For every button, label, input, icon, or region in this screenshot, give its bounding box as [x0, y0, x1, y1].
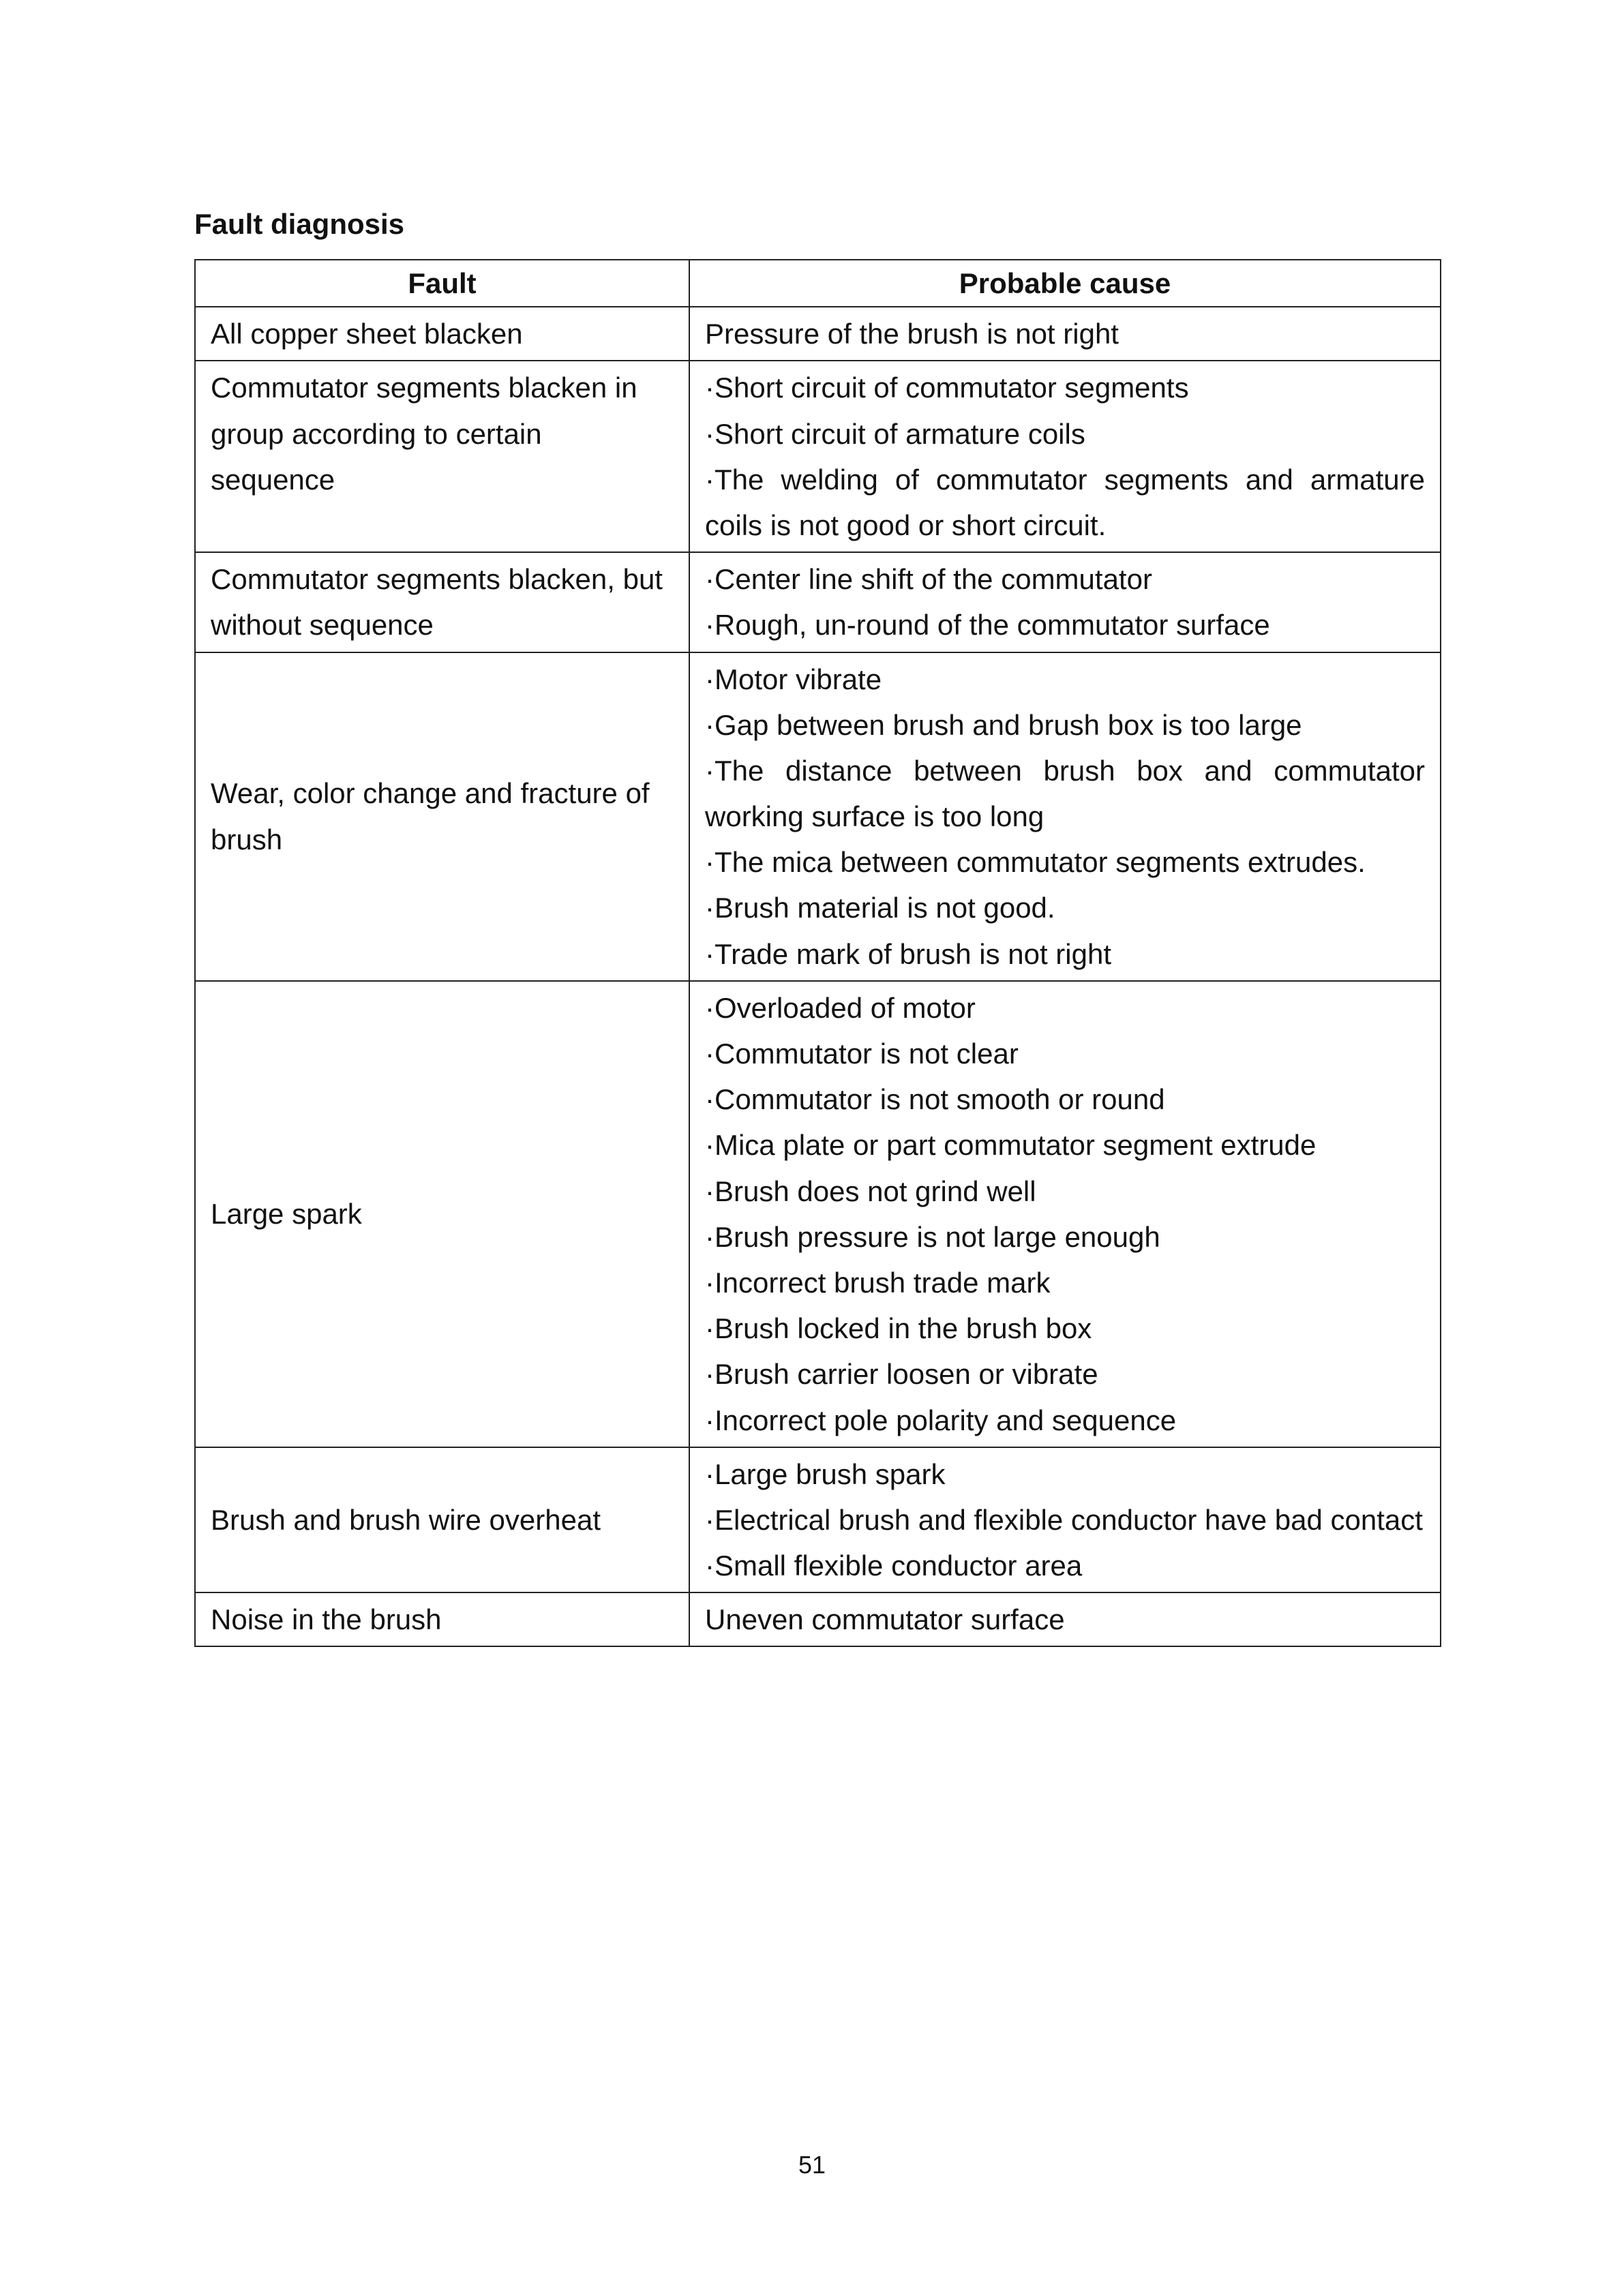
cause-item: ·Rough, un-round of the commutator surface: [705, 609, 1270, 641]
cause-item: ·Incorrect brush trade mark: [705, 1266, 1051, 1299]
fault-cell: Noise in the brush: [195, 1592, 689, 1646]
cause-cell: [689, 307, 1441, 361]
fault-cell: Commutator segments blacken, but without sequence: [195, 552, 689, 652]
cause-item: ·Brush locked in the brush box: [705, 1312, 1092, 1345]
table-row: [195, 307, 1441, 361]
table-header-row: [195, 260, 1441, 307]
cause-item: ·Short circuit of commutator segments: [705, 372, 1189, 404]
fault-cell: Brush and brush wire overheat: [195, 1447, 689, 1593]
cause-item: ·Small flexible conductor area: [705, 1550, 1083, 1582]
cause-cell: [689, 361, 1441, 552]
cause-item: ·Motor vibrate: [705, 663, 882, 695]
cause-item: ·The welding of commutator segments and armature coils is not good or short circuit.: [705, 463, 1425, 541]
cause-item: ·Trade mark of brush is not right: [705, 937, 1111, 970]
cause-item: ·Brush material is not good.: [705, 892, 1055, 924]
cause-item: ·Brush carrier loosen or vibrate: [705, 1358, 1098, 1391]
cause-item: ·Brush pressure is not large enough: [705, 1220, 1160, 1253]
column-header-fault: Fault: [195, 260, 689, 307]
cause-item: ·Incorrect pole polarity and sequence: [705, 1404, 1177, 1436]
cause-item: ·Center line shift of the commutator: [705, 563, 1152, 596]
cause-item: ·Large brush spark: [705, 1457, 946, 1490]
cause-item: ·Short circuit of armature coils: [705, 417, 1085, 450]
column-header-probable-cause: Probable cause: [689, 260, 1441, 307]
cause-item: ·The distance between brush box and commutator working surface is too long: [705, 754, 1425, 833]
cause-item: ·Mica plate or part commutator segment extrude: [705, 1129, 1317, 1162]
fault-cell: Large spark: [195, 981, 689, 1447]
cause-cell: [689, 1592, 1441, 1646]
fault-cell: Wear, color change and fracture of brush: [195, 652, 689, 981]
table-row: [195, 1447, 1441, 1593]
cause-item: ·Gap between brush and brush box is too large: [705, 708, 1302, 741]
cause-item: Pressure of the brush is not right: [705, 318, 1119, 350]
cause-item: ·Commutator is not clear: [705, 1038, 1019, 1070]
table-row: [195, 1592, 1441, 1646]
cause-item: ·Brush does not grind well: [705, 1175, 1036, 1207]
cause-item: ·The mica between commutator segments extrudes.: [705, 846, 1366, 879]
cause-cell: [689, 652, 1441, 981]
cause-item: ·Electrical brush and flexible conductor have bad contact: [705, 1503, 1423, 1536]
table-row: [195, 652, 1441, 981]
cause-item: ·Overloaded of motor: [705, 991, 976, 1024]
table-row: [195, 552, 1441, 652]
cause-item: Uneven commutator surface: [705, 1603, 1065, 1636]
cause-cell: [689, 552, 1441, 652]
cause-cell: [689, 981, 1441, 1447]
fault-cell: All copper sheet blacken: [195, 307, 689, 361]
cause-item: ·Commutator is not smooth or round: [705, 1083, 1165, 1116]
cause-cell: [689, 1447, 1441, 1593]
fault-cell: Commutator segments blacken in group according to certain sequence: [195, 361, 689, 552]
page-number: 51: [798, 2151, 826, 2179]
table-row: [195, 981, 1441, 1447]
fault-diagnosis-table: [194, 259, 1441, 1647]
page-title: Fault diagnosis: [194, 208, 405, 240]
table-row: [195, 361, 1441, 552]
